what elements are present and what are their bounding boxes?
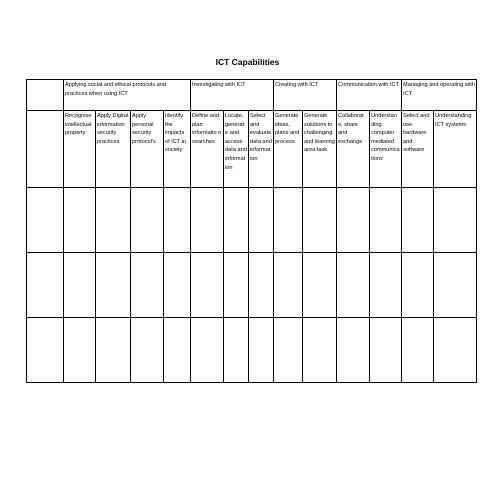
table-cell xyxy=(27,253,64,318)
category-header-ethical: Applying social and ethical protocols and practices when using ICT xyxy=(64,80,191,111)
sub-column-header: Generate ideas, plans and process xyxy=(274,111,303,188)
sub-column-header: Recognise intellectual property xyxy=(64,111,96,188)
sub-column-header: Understan ding computer mediated communica tions xyxy=(370,111,402,188)
table-cell xyxy=(249,253,274,318)
sub-column-header: Select and evaluate data and informat ion xyxy=(249,111,274,188)
table-cell xyxy=(224,188,249,253)
table-cell xyxy=(191,253,224,318)
sub-column-header: Collaborat e, share and exchange xyxy=(337,111,370,188)
table-cell xyxy=(303,253,337,318)
table-cell xyxy=(64,318,96,383)
category-header-managing: Managing and operating with ICT xyxy=(402,80,477,111)
category-row xyxy=(27,80,477,111)
table-cell xyxy=(434,188,477,253)
table-cell xyxy=(131,318,164,383)
table-cell xyxy=(64,188,96,253)
table-cell xyxy=(337,188,370,253)
sub-column-header: Apply personal security protocol's xyxy=(131,111,164,188)
table-cell xyxy=(131,188,164,253)
sub-column-header: Apply Digital information security practices xyxy=(96,111,131,188)
table-cell xyxy=(164,318,191,383)
category-header-investigating: Investigating with ICT xyxy=(191,80,274,111)
sub-column-header: Select and use hardware and software xyxy=(402,111,434,188)
table-cell xyxy=(96,253,131,318)
table-cell xyxy=(96,188,131,253)
table-cell xyxy=(224,253,249,318)
table-cell xyxy=(370,318,402,383)
sub-column-header: Generate solutions to challenging and learning area task. xyxy=(303,111,337,188)
table-cell xyxy=(249,188,274,253)
table-cell xyxy=(402,253,434,318)
sub-column-row xyxy=(27,111,477,188)
table-cell xyxy=(274,318,303,383)
table-cell xyxy=(370,188,402,253)
table-row xyxy=(27,253,477,318)
table-cell xyxy=(191,188,224,253)
table-cell xyxy=(164,253,191,318)
row-label-cell xyxy=(27,111,64,188)
table-cell xyxy=(224,318,249,383)
table-cell xyxy=(27,188,64,253)
sub-column-header: Understanding ICT systems xyxy=(434,111,477,188)
table-cell xyxy=(402,318,434,383)
ict-capabilities-table xyxy=(26,79,477,383)
table-cell xyxy=(303,188,337,253)
table-cell xyxy=(434,253,477,318)
category-header-communication: Communication with ICT xyxy=(337,80,402,111)
table-cell xyxy=(191,318,224,383)
table-cell xyxy=(337,253,370,318)
sub-column-header: Locate, generate and access data and informat ion xyxy=(224,111,249,188)
table-row xyxy=(27,188,477,253)
table-row xyxy=(27,318,477,383)
table-cell xyxy=(274,188,303,253)
page-title: ICT Capabilities xyxy=(215,57,280,67)
table-cell xyxy=(164,188,191,253)
table-cell xyxy=(402,188,434,253)
category-header-creating: Creating with ICT xyxy=(274,80,337,111)
table-cell xyxy=(96,318,131,383)
table-cell xyxy=(337,318,370,383)
table-cell xyxy=(370,253,402,318)
table-cell xyxy=(303,318,337,383)
sub-column-header: Define and plan informatio n searches xyxy=(191,111,224,188)
table-cell xyxy=(249,318,274,383)
table-cell xyxy=(434,318,477,383)
table-cell xyxy=(27,318,64,383)
corner-cell xyxy=(27,80,64,111)
table-cell xyxy=(274,253,303,318)
table-cell xyxy=(131,253,164,318)
sub-column-header: Identify the impacts of ICT in society xyxy=(164,111,191,188)
table-cell xyxy=(64,253,96,318)
